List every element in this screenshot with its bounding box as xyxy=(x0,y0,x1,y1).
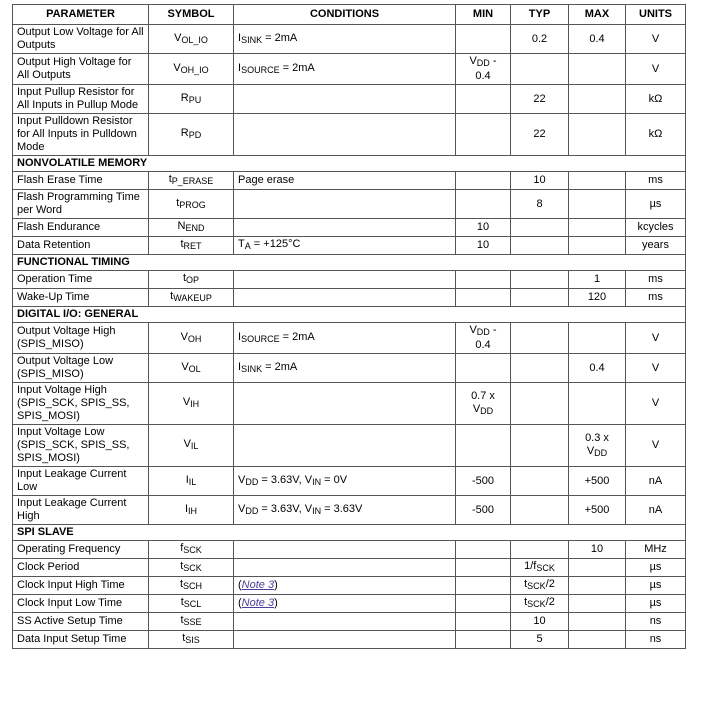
symbol-subscript: OH_IO xyxy=(180,64,209,75)
symbol-subscript: WAKEUP xyxy=(173,293,212,303)
max-cell: +500 xyxy=(569,496,626,525)
max-cell xyxy=(569,85,626,114)
text-run: = 3.63V xyxy=(321,502,363,515)
conditions-cell xyxy=(234,559,456,577)
text-run: = 2mA xyxy=(279,330,315,343)
min-cell xyxy=(456,631,511,649)
symbol-main: t xyxy=(179,578,184,590)
symbol-cell xyxy=(149,559,234,577)
text-run: = 0V xyxy=(321,473,348,486)
symbol-main: t xyxy=(180,596,184,608)
conditions-cell xyxy=(234,114,456,156)
conditions-cell xyxy=(234,496,456,525)
subscript-text: SINK xyxy=(241,34,263,45)
units-cell: ms xyxy=(626,289,686,307)
text-run: Page erase xyxy=(238,174,295,186)
typ-cell: 8 xyxy=(511,190,569,219)
typ-cell xyxy=(511,271,569,289)
max-cell xyxy=(569,631,626,649)
symbol-cell xyxy=(149,383,234,425)
parameter-cell: Output Low Voltage for All Outputs xyxy=(13,25,149,54)
subscript-text: SINK xyxy=(241,363,263,374)
table-row xyxy=(13,613,686,631)
symbol-subscript: OL_IO xyxy=(181,34,208,45)
section-row xyxy=(13,307,686,323)
parameter-cell: Input Leakage Current High xyxy=(13,496,149,525)
units-cell: µs xyxy=(626,190,686,219)
symbol-cell xyxy=(149,595,234,613)
section-title: NONVOLATILE MEMORY xyxy=(13,156,686,172)
max-cell xyxy=(569,190,626,219)
text-run: - xyxy=(489,55,497,67)
text-run: V xyxy=(238,473,246,486)
symbol-main: N xyxy=(177,220,186,232)
symbol-cell xyxy=(149,190,234,219)
parameter-cell: Operating Frequency xyxy=(13,541,149,559)
symbol-subscript: IL xyxy=(188,476,197,487)
typ-cell xyxy=(511,577,569,595)
min-cell xyxy=(456,271,511,289)
symbol-subscript: IH xyxy=(188,505,198,516)
text-run: 1/f xyxy=(524,560,537,572)
symbol-subscript: P_ERASE xyxy=(171,176,214,186)
section-title: SPI SLAVE xyxy=(13,525,686,541)
symbol-main: t xyxy=(182,272,187,284)
symbol-cell xyxy=(149,114,234,156)
note-link[interactable]: Note 3 xyxy=(241,597,275,609)
max-cell: 120 xyxy=(569,289,626,307)
text-run: = 3.63V, V xyxy=(258,502,313,515)
text-run: V xyxy=(238,502,246,515)
parameter-cell: Clock Input Low Time xyxy=(13,595,149,613)
symbol-subscript: SCH xyxy=(183,581,203,591)
max-cell xyxy=(569,383,626,425)
typ-cell xyxy=(511,541,569,559)
symbol-subscript: PROG xyxy=(179,199,206,210)
text-run: ( xyxy=(238,579,242,591)
symbol-subscript: IH xyxy=(190,399,200,409)
units-cell: ns xyxy=(626,631,686,649)
conditions-cell xyxy=(234,354,456,383)
parameter-cell: Flash Programming Time per Word xyxy=(13,190,149,219)
table-row xyxy=(13,237,686,255)
table-row xyxy=(13,289,686,307)
units-cell: µs xyxy=(626,595,686,613)
units-cell: nA xyxy=(626,496,686,525)
max-cell: 10 xyxy=(569,541,626,559)
symbol-subscript: OL xyxy=(188,363,201,374)
typ-cell xyxy=(511,496,569,525)
table-row xyxy=(13,190,686,219)
symbol-cell xyxy=(149,354,234,383)
table-row xyxy=(13,496,686,525)
note-link[interactable]: Note 3 xyxy=(241,579,275,591)
text-run: I xyxy=(238,360,242,373)
text-run: /2 xyxy=(545,578,555,590)
table-row xyxy=(13,85,686,114)
conditions-cell xyxy=(234,172,456,190)
text-run: V xyxy=(586,444,595,457)
text-run: t xyxy=(524,596,528,608)
symbol-cell xyxy=(149,323,234,354)
max-cell: 1 xyxy=(569,271,626,289)
max-cell xyxy=(569,613,626,631)
max-cell xyxy=(569,54,626,85)
table-row xyxy=(13,577,686,595)
subscript-text: SOURCE xyxy=(241,64,280,75)
subscript-text: DD xyxy=(245,505,259,516)
text-run: ( xyxy=(238,597,242,609)
symbol-main: I xyxy=(184,502,189,515)
conditions-cell xyxy=(234,289,456,307)
conditions-cell xyxy=(234,323,456,354)
units-cell: V xyxy=(626,354,686,383)
symbol-main: V xyxy=(183,438,191,450)
header-typ: TYP xyxy=(511,5,569,25)
conditions-cell xyxy=(234,577,456,595)
subscript-text: DD xyxy=(594,447,608,458)
header-symbol: SYMBOL xyxy=(149,5,234,25)
symbol-cell xyxy=(149,467,234,496)
typ-cell xyxy=(511,354,569,383)
typ-cell xyxy=(511,289,569,307)
max-cell xyxy=(569,577,626,595)
max-cell: 0.4 xyxy=(569,354,626,383)
max-cell: +500 xyxy=(569,467,626,496)
symbol-main: t xyxy=(182,632,186,644)
units-cell: years xyxy=(626,237,686,255)
units-cell: kcycles xyxy=(626,219,686,237)
conditions-cell xyxy=(234,541,456,559)
symbol-cell xyxy=(149,85,234,114)
symbol-subscript: SCK xyxy=(183,563,202,573)
conditions-cell xyxy=(234,271,456,289)
text-run: 0.4 xyxy=(475,70,491,82)
units-cell: ns xyxy=(626,613,686,631)
symbol-main: t xyxy=(180,560,184,572)
table-row xyxy=(13,541,686,559)
table-row xyxy=(13,114,686,156)
text-run: /2 xyxy=(545,596,555,608)
units-cell: V xyxy=(626,54,686,85)
section-row xyxy=(13,525,686,541)
conditions-cell xyxy=(234,631,456,649)
section-row xyxy=(13,255,686,271)
table-row xyxy=(13,425,686,467)
min-cell xyxy=(456,541,511,559)
symbol-cell xyxy=(149,496,234,525)
symbol-subscript: OH xyxy=(187,333,202,344)
units-cell: V xyxy=(626,323,686,354)
min-cell: 10 xyxy=(456,237,511,255)
conditions-cell xyxy=(234,383,456,425)
min-cell xyxy=(456,613,511,631)
symbol-main: f xyxy=(180,542,184,554)
max-cell xyxy=(569,219,626,237)
table-row xyxy=(13,631,686,649)
parameter-cell: Input Pullup Resistor for All Inputs in Pullup Mode xyxy=(13,85,149,114)
min-cell xyxy=(456,323,511,354)
units-cell: kΩ xyxy=(626,114,686,156)
symbol-subscript: PD xyxy=(188,130,202,140)
conditions-cell xyxy=(234,54,456,85)
electrical-characteristics-table xyxy=(12,4,686,649)
parameter-cell: Flash Erase Time xyxy=(13,172,149,190)
parameter-cell: Input Voltage High (SPIS_SCK, SPIS_SS, SPIS_MOSI) xyxy=(13,383,149,425)
section-title: FUNCTIONAL TIMING xyxy=(13,255,686,271)
text-run: I xyxy=(238,330,242,343)
parameter-cell: SS Active Setup Time xyxy=(13,613,149,631)
typ-cell xyxy=(511,559,569,577)
symbol-subscript: IL xyxy=(190,441,199,451)
typ-cell xyxy=(511,425,569,467)
text-run: T xyxy=(238,238,245,250)
units-cell: V xyxy=(626,383,686,425)
symbol-subscript: PU xyxy=(188,94,202,105)
symbol-main: V xyxy=(181,360,189,373)
conditions-cell xyxy=(234,613,456,631)
min-cell xyxy=(456,383,511,425)
min-cell xyxy=(456,114,511,156)
subscript-text: SOURCE xyxy=(241,333,280,344)
parameter-cell: Operation Time xyxy=(13,271,149,289)
min-cell: -500 xyxy=(456,467,511,496)
text-run: I xyxy=(238,61,242,74)
max-cell xyxy=(569,172,626,190)
text-run: 0.7 x xyxy=(471,389,495,402)
table-row xyxy=(13,383,686,425)
text-run: 0.3 x xyxy=(585,431,609,444)
symbol-main: R xyxy=(180,127,189,139)
units-cell: kΩ xyxy=(626,85,686,114)
table-header-row xyxy=(13,5,686,25)
parameter-cell: Input Pulldown Resistor for All Inputs in Pulldown Mode xyxy=(13,114,149,156)
text-run: = 2mA xyxy=(262,360,298,373)
header-min: MIN xyxy=(456,5,511,25)
conditions-cell xyxy=(234,467,456,496)
conditions-cell xyxy=(234,219,456,237)
table-body xyxy=(13,25,686,649)
text-run: I xyxy=(238,31,242,44)
parameter-cell: Input Leakage Current Low xyxy=(13,467,149,496)
symbol-cell xyxy=(149,425,234,467)
min-cell xyxy=(456,85,511,114)
symbol-cell xyxy=(149,237,234,255)
min-cell xyxy=(456,425,511,467)
units-cell: ms xyxy=(626,271,686,289)
table-row xyxy=(13,559,686,577)
typ-cell xyxy=(511,467,569,496)
min-cell xyxy=(456,354,511,383)
parameter-cell: Output Voltage High (SPIS_MISO) xyxy=(13,323,149,354)
min-cell xyxy=(456,559,511,577)
text-run: ) xyxy=(274,597,278,609)
table-row xyxy=(13,54,686,85)
conditions-cell xyxy=(234,595,456,613)
symbol-subscript: RET xyxy=(183,241,202,251)
text-run: 0.4 xyxy=(475,339,491,351)
symbol-subscript: SIS xyxy=(185,635,200,645)
table-row xyxy=(13,25,686,54)
text-run: = +125°C xyxy=(250,238,301,250)
symbol-main: t xyxy=(180,238,184,250)
units-cell: nA xyxy=(626,467,686,496)
symbol-subscript: OP xyxy=(186,275,200,285)
subscript-text: SCK xyxy=(527,599,546,609)
max-cell xyxy=(569,323,626,354)
parameter-cell: Clock Period xyxy=(13,559,149,577)
min-cell xyxy=(456,595,511,613)
parameter-cell: Flash Endurance xyxy=(13,219,149,237)
typ-cell: 22 xyxy=(511,85,569,114)
units-cell: V xyxy=(626,425,686,467)
subscript-text: SCK xyxy=(536,563,555,573)
symbol-cell xyxy=(149,25,234,54)
text-run: ) xyxy=(274,579,278,591)
typ-cell: 5 xyxy=(511,631,569,649)
symbol-main: V xyxy=(180,330,188,343)
symbol-cell xyxy=(149,577,234,595)
parameter-cell: Output High Voltage for All Outputs xyxy=(13,54,149,85)
typ-cell xyxy=(511,383,569,425)
typ-cell xyxy=(511,237,569,255)
typ-cell xyxy=(511,595,569,613)
symbol-subscript: SSE xyxy=(183,617,202,627)
symbol-cell xyxy=(149,613,234,631)
subscript-text: A xyxy=(244,241,251,251)
typ-cell xyxy=(511,323,569,354)
table-row xyxy=(13,172,686,190)
min-cell xyxy=(456,25,511,54)
symbol-subscript: END xyxy=(185,223,205,233)
parameter-cell: Wake-Up Time xyxy=(13,289,149,307)
symbol-main: V xyxy=(182,396,191,408)
text-run: - xyxy=(489,324,497,336)
min-cell: -500 xyxy=(456,496,511,525)
section-row xyxy=(13,156,686,172)
typ-cell xyxy=(511,54,569,85)
units-cell: V xyxy=(626,25,686,54)
symbol-main: t xyxy=(180,614,184,626)
subscript-text: DD xyxy=(480,405,494,416)
symbol-cell xyxy=(149,631,234,649)
table-row xyxy=(13,323,686,354)
text-run: V xyxy=(469,55,477,67)
units-cell: ms xyxy=(626,172,686,190)
units-cell: µs xyxy=(626,577,686,595)
conditions-cell xyxy=(234,425,456,467)
symbol-main: t xyxy=(168,173,172,185)
subscript-text: DD xyxy=(476,58,490,68)
header-units: UNITS xyxy=(626,5,686,25)
symbol-main: I xyxy=(185,473,189,486)
units-cell: µs xyxy=(626,559,686,577)
min-cell xyxy=(456,54,511,85)
text-run: t xyxy=(524,578,528,590)
subscript-text: DD xyxy=(245,476,259,487)
min-cell xyxy=(456,172,511,190)
symbol-subscript: SCL xyxy=(183,599,202,609)
typ-cell: 10 xyxy=(511,613,569,631)
max-cell xyxy=(569,114,626,156)
text-run: = 2mA xyxy=(262,31,298,44)
header-conditions: CONDITIONS xyxy=(234,5,456,25)
subscript-text: IN xyxy=(312,476,322,487)
section-title: DIGITAL I/O: GENERAL xyxy=(13,307,686,323)
symbol-cell xyxy=(149,289,234,307)
parameter-cell: Input Voltage Low (SPIS_SCK, SPIS_SS, SPIS_MOSI) xyxy=(13,425,149,467)
min-cell xyxy=(456,190,511,219)
symbol-cell xyxy=(149,271,234,289)
symbol-cell xyxy=(149,541,234,559)
header-max: MAX xyxy=(569,5,626,25)
conditions-cell xyxy=(234,190,456,219)
symbol-subscript: SCK xyxy=(183,545,202,555)
subscript-text: IN xyxy=(312,505,322,516)
parameter-cell: Output Voltage Low (SPIS_MISO) xyxy=(13,354,149,383)
max-cell: 0.4 xyxy=(569,25,626,54)
text-run: = 3.63V, V xyxy=(258,473,313,486)
symbol-main: V xyxy=(174,31,182,44)
conditions-cell xyxy=(234,237,456,255)
table-row xyxy=(13,595,686,613)
conditions-cell xyxy=(234,85,456,114)
symbol-cell xyxy=(149,172,234,190)
symbol-main: t xyxy=(176,196,180,209)
max-cell xyxy=(569,237,626,255)
typ-cell: 22 xyxy=(511,114,569,156)
typ-cell: 0.2 xyxy=(511,25,569,54)
typ-cell: 10 xyxy=(511,172,569,190)
min-cell xyxy=(456,577,511,595)
parameter-cell: Data Retention xyxy=(13,237,149,255)
table-row xyxy=(13,271,686,289)
symbol-cell xyxy=(149,219,234,237)
text-run: V xyxy=(472,402,481,415)
units-cell: MHz xyxy=(626,541,686,559)
table-row xyxy=(13,467,686,496)
symbol-main: R xyxy=(180,91,189,104)
subscript-text: SCK xyxy=(527,581,546,591)
parameter-cell: Data Input Setup Time xyxy=(13,631,149,649)
max-cell xyxy=(569,559,626,577)
max-cell xyxy=(569,425,626,467)
min-cell: 10 xyxy=(456,219,511,237)
subscript-text: DD xyxy=(476,327,490,337)
symbol-cell xyxy=(149,54,234,85)
table-row xyxy=(13,354,686,383)
symbol-main: t xyxy=(170,290,174,302)
text-run: V xyxy=(469,324,477,336)
header-parameter: PARAMETER xyxy=(13,5,149,25)
conditions-cell xyxy=(234,25,456,54)
table-row xyxy=(13,219,686,237)
max-cell xyxy=(569,595,626,613)
symbol-main: V xyxy=(173,61,181,74)
text-run: = 2mA xyxy=(279,61,315,74)
min-cell xyxy=(456,289,511,307)
parameter-cell: Clock Input High Time xyxy=(13,577,149,595)
typ-cell xyxy=(511,219,569,237)
